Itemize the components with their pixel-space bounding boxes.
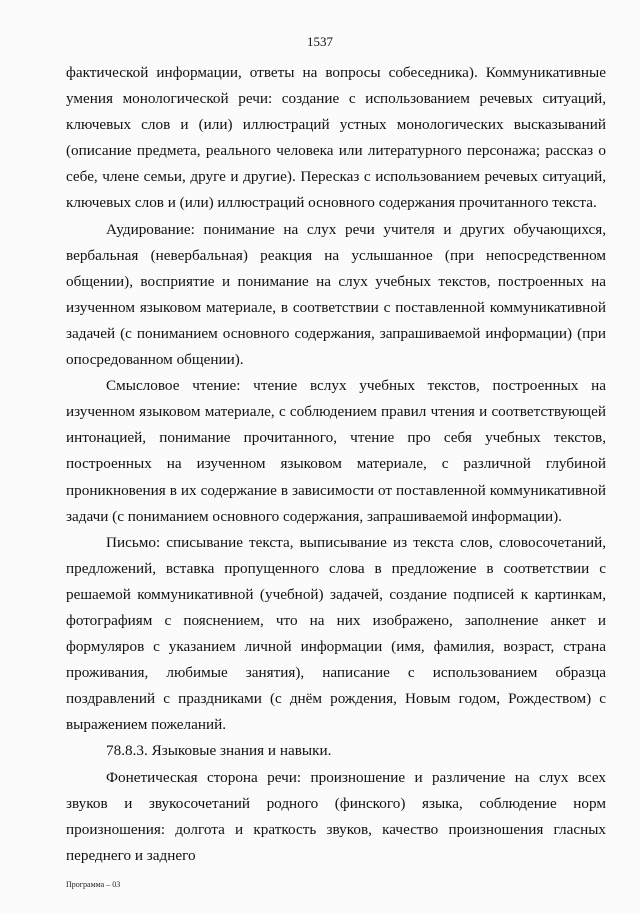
paragraph-writing: Письмо: списывание текста, выписывание из текста слов, словосочетаний, предложений, вставка пропущенного слова в предложение в соответствии с решаемой коммуникативной (учебной) задачей, создание подписей к картинкам, фотографиям с пояснением, что на них изображено, заполнение анкет и формуляров с указанием личной информации (имя, фамилия, возраст, страна проживания, любимые занятия), написание с использованием образца поздравлений с праздниками (с днём рождения, Новым годом, Рождеством) с выражением пожеланий. <box>66 533 606 734</box>
paragraph-reading: Смысловое чтение: чтение вслух учебных текстов, построенных на изученном языковом материале, с соблюдением правил чтения и соответствующей интонацией, понимание прочитанного, чтение про себя учебных текстов, построенных на изученном языковом материале, с различной глубиной проникновения в их содержание в зависимости от поставленной коммуникативной задачи (с пониманием основного содержания, запрашиваемой информации). <box>66 377 606 525</box>
document-body <box>66 60 606 869</box>
paragraph-monologue-skills: фактической информации, ответы на вопросы собеседника). Коммуникативные умения монологической речи: создание с использованием речевых ситуаций, ключевых слов и (или) иллюстраций устных монологических высказываний (описание предмета, реального человека или литературного персонажа; рассказ о себе, члене семьи, друге и другие). Пересказ с использованием речевых ситуаций, ключевых слов и (или) иллюстраций основного содержания прочитанного текста. <box>66 64 606 212</box>
footer-program-label: Программа – 03 <box>66 880 121 889</box>
paragraph-listening: Аудирование: понимание на слух речи учителя и других обучающихся, вербальная (невербальная) реакция на услышанное (при непосредственном общении), восприятие и понимание на слух учебных текстов, построенных на изученном языковом материале, в соответствии с поставленной коммуникативной задачей (с пониманием основного содержания, запрашиваемой информации) (при опосредованном общении). <box>66 220 606 369</box>
section-heading-language-skills: 78.8.3. Языковые знания и навыки. <box>106 742 332 760</box>
page-number: 1537 <box>307 34 333 49</box>
paragraph-phonetics: Фонетическая сторона речи: произношение и различение на слух всех звуков и звукосочетаний родного (финского) языка, соблюдение норм произношения: долгота и краткость звуков, качество произношения гласных переднего и заднего <box>66 768 606 864</box>
